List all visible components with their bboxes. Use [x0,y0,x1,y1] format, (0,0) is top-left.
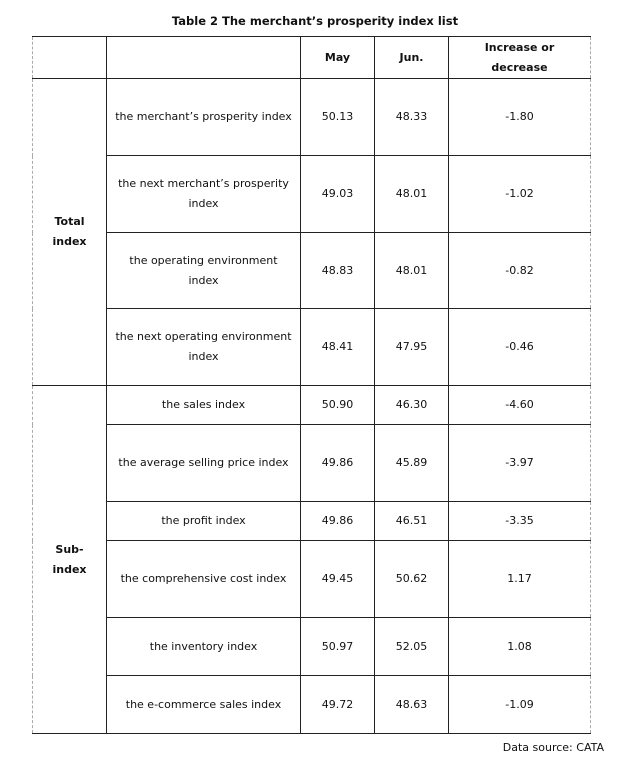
row-jun: 48.01 [375,233,449,309]
table-row [33,502,591,541]
table-title: Table 2 The merchant’s prosperity index list [171,14,459,28]
header-may: May [301,37,375,79]
row-may: 49.45 [301,541,375,618]
row-jun: 48.63 [375,676,449,734]
row-jun: 47.95 [375,309,449,386]
row-may: 49.72 [301,676,375,734]
row-change: -3.97 [449,425,591,502]
row-may: 49.86 [301,425,375,502]
header-jun: Jun. [375,37,449,79]
row-jun: 48.33 [375,79,449,156]
row-change: -1.02 [449,156,591,233]
row-change: -0.82 [449,233,591,309]
row-name: the inventory index [107,618,301,676]
row-name: the comprehensive cost index [107,541,301,618]
table-row [33,541,591,618]
data-source-note: Data source: CATA [502,741,604,754]
table-row [33,676,591,734]
row-name: the next operating environment index [107,309,301,386]
table-row [33,233,591,309]
row-may: 49.03 [301,156,375,233]
table-row [33,309,591,386]
table-row [33,386,591,425]
row-jun: 48.01 [375,156,449,233]
row-may: 48.41 [301,309,375,386]
group-label-sub: Sub-index [33,386,107,734]
row-change: -0.46 [449,309,591,386]
row-jun: 50.62 [375,541,449,618]
table-row [33,425,591,502]
header-item [107,37,301,79]
row-name: the next merchant’s prosperity index [107,156,301,233]
row-name: the profit index [107,502,301,541]
row-change: -1.09 [449,676,591,734]
row-change: -3.35 [449,502,591,541]
row-name: the e-commerce sales index [107,676,301,734]
row-may: 50.97 [301,618,375,676]
row-name: the sales index [107,386,301,425]
row-may: 48.83 [301,233,375,309]
row-change: 1.08 [449,618,591,676]
row-name: the average selling price index [107,425,301,502]
header-row [33,37,591,79]
row-may: 49.86 [301,502,375,541]
row-may: 50.13 [301,79,375,156]
group-label-total: Total index [33,79,107,386]
header-change: Increase or decrease [449,37,591,79]
row-jun: 46.30 [375,386,449,425]
table-row [33,156,591,233]
table-row [33,618,591,676]
table-row [33,79,591,156]
prosperity-index-table [32,36,591,734]
row-jun: 46.51 [375,502,449,541]
row-may: 50.90 [301,386,375,425]
header-group [33,37,107,79]
row-name: the merchant’s prosperity index [107,79,301,156]
row-change: 1.17 [449,541,591,618]
row-jun: 52.05 [375,618,449,676]
row-change: -4.60 [449,386,591,425]
row-jun: 45.89 [375,425,449,502]
row-change: -1.80 [449,79,591,156]
row-name: the operating environment index [107,233,301,309]
